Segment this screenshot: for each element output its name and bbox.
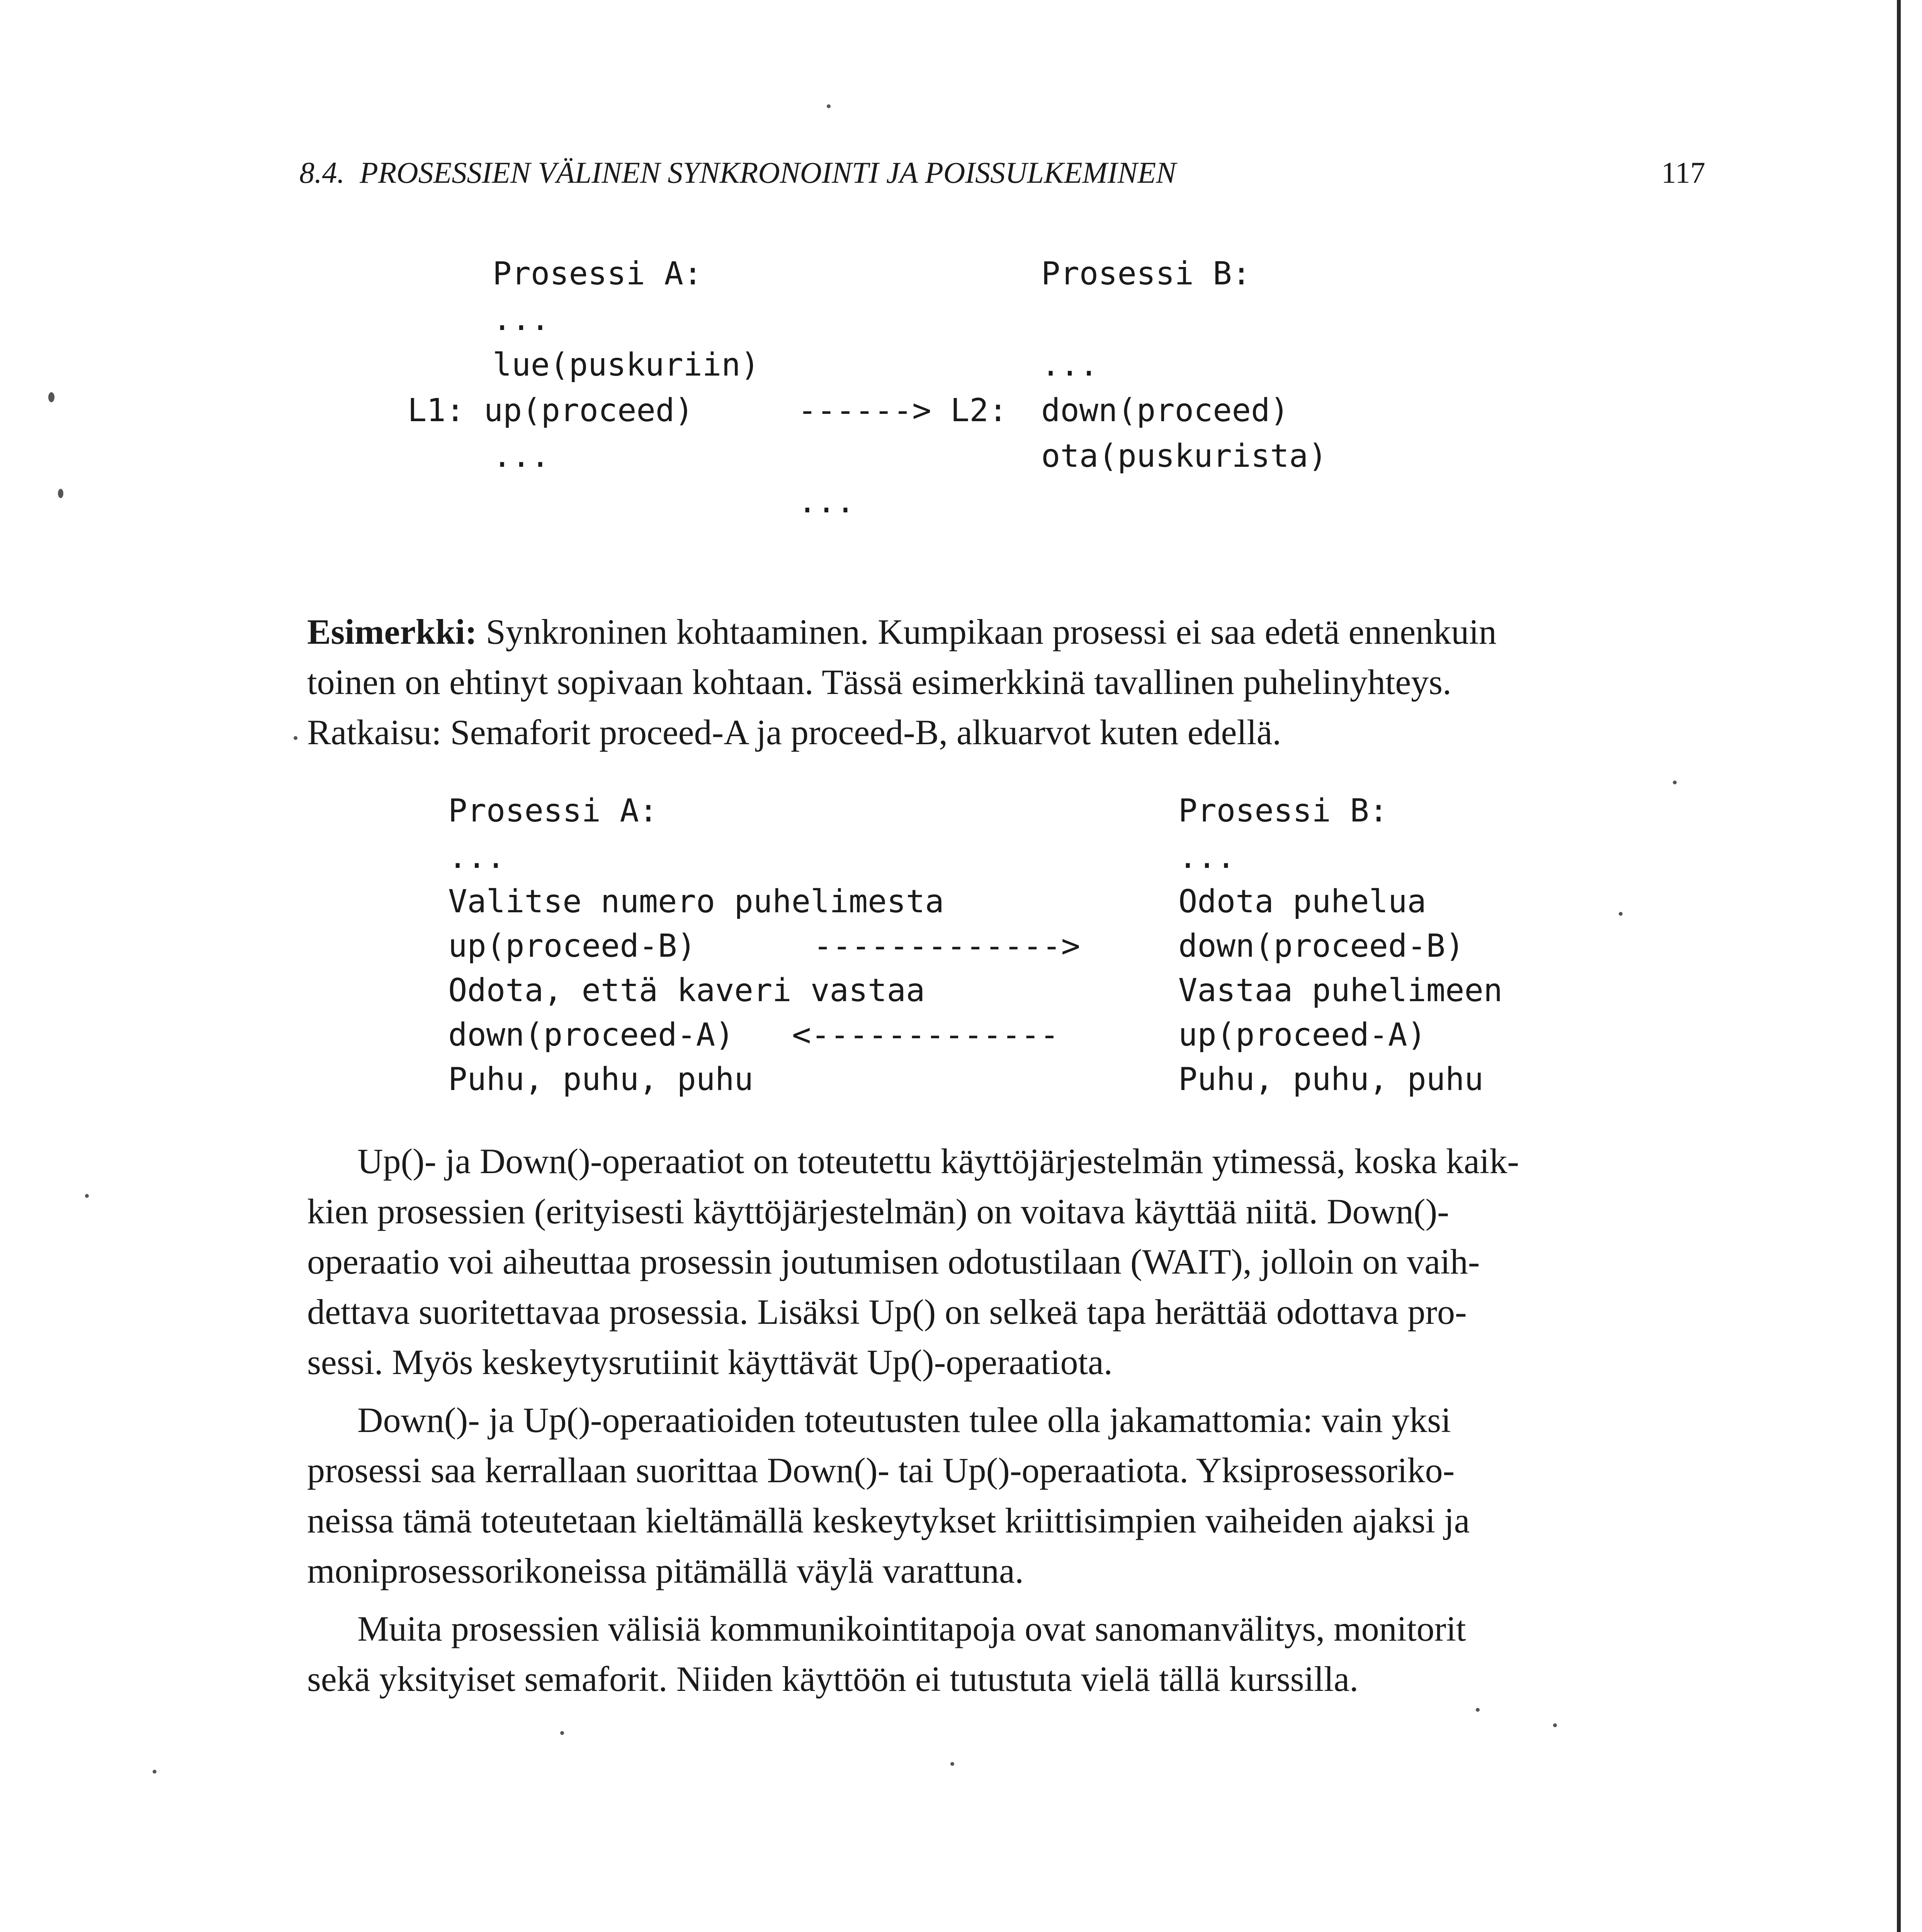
code2-b-line: Puhu, puhu, puhu bbox=[1178, 1061, 1484, 1098]
running-header-title: 8.4. PROSESSIEN VÄLINEN SYNKRONOINTI JA POISSULKEMINEN bbox=[299, 156, 1176, 189]
paragraph-line: sekä yksityiset semaforit. Niiden käyttöön ei tutustuta vielä tällä kurssilla. bbox=[307, 1659, 1359, 1699]
code2-arrow-left: <------------- bbox=[792, 1017, 1059, 1053]
paragraph-line: neissa tämä toteutetaan kieltämällä keskeytykset kriittisimpien vaiheiden ajaksi ja bbox=[307, 1501, 1470, 1540]
scan-speck bbox=[1476, 1708, 1480, 1712]
code2-a-line: ... bbox=[448, 839, 506, 876]
paragraph-line: Down()- ja Up()-operaatioiden toteutusten tulee olla jakamattomia: vain yksi bbox=[357, 1400, 1451, 1440]
scan-speck bbox=[560, 1731, 564, 1735]
code1-col-a-header: Prosessi A: bbox=[493, 255, 703, 292]
code2-a-line: Puhu, puhu, puhu bbox=[448, 1061, 753, 1098]
scan-speck bbox=[827, 104, 831, 108]
example-paragraph bbox=[307, 607, 1698, 757]
example-line bbox=[307, 607, 1698, 657]
code2-a-line: Odota, että kaveri vastaa bbox=[448, 972, 925, 1009]
code2-a-line: Valitse numero puhelimesta bbox=[448, 883, 944, 920]
paragraph-line: sessi. Myös keskeytysrutiinit käyttävät Up()-operaatiota. bbox=[307, 1342, 1113, 1382]
code2-b-line: up(proceed-A) bbox=[1178, 1017, 1426, 1053]
body-paragraph-1 bbox=[307, 1136, 1698, 1387]
scan-speck bbox=[1673, 781, 1677, 784]
paragraph-line: kien prosessien (erityisesti käyttöjärjestelmän) on voitava käyttää niitä. Down()- bbox=[307, 1192, 1449, 1231]
code2-a-line: up(proceed-B) bbox=[448, 928, 696, 964]
page-edge-border bbox=[1897, 0, 1901, 1932]
paragraph-line: dettava suoritettavaa prosessia. Lisäksi Up() on selkeä tapa herättää odottava pro- bbox=[307, 1292, 1467, 1332]
code1-bottom-dots: ... bbox=[798, 483, 855, 520]
paragraph-line: moniprosessorikoneissa pitämällä väylä varattuna. bbox=[307, 1551, 1024, 1590]
code2-col-a-header: Prosessi A: bbox=[448, 793, 658, 829]
scan-speck bbox=[85, 1194, 89, 1198]
code1-b-line: ... bbox=[1041, 347, 1099, 383]
code1-a-line: ... bbox=[493, 438, 550, 474]
code2-col-b-header: Prosessi B: bbox=[1178, 793, 1388, 829]
scan-speck bbox=[58, 489, 63, 498]
paragraph-line: Up()- ja Down()-operaatiot on toteutettu käyttöjärjestelmän ytimessä, koska kaik- bbox=[357, 1141, 1519, 1181]
code1-b-line: down(proceed) bbox=[1041, 392, 1289, 429]
code1-col-b-header: Prosessi B: bbox=[1041, 255, 1251, 292]
code2-b-line: ... bbox=[1178, 839, 1236, 876]
example-label: Esimerkki: bbox=[307, 612, 477, 651]
scan-speck bbox=[950, 1762, 954, 1766]
code1-a-line: lue(puskuriin) bbox=[493, 347, 760, 383]
scan-speck bbox=[294, 736, 297, 740]
code1-a-line: ... bbox=[493, 301, 550, 338]
code1-a-line: L1: up(proceed) bbox=[408, 392, 694, 429]
paragraph-line: Muita prosessien välisiä kommunikointitapoja ovat sanomanvälitys, monitorit bbox=[357, 1609, 1466, 1648]
code1-arrow: ------> L2: bbox=[798, 392, 1008, 429]
code2-b-line: down(proceed-B) bbox=[1178, 928, 1465, 964]
code2-b-line: Vastaa puhelimeen bbox=[1178, 972, 1503, 1009]
paragraph-line: prosessi saa kerrallaan suorittaa Down()- tai Up()-operaatiota. Yksiprosessoriko- bbox=[307, 1451, 1455, 1490]
code2-arrow-right: -------------> bbox=[813, 928, 1081, 964]
code2-a-line: down(proceed-A) bbox=[448, 1017, 734, 1053]
code2-b-line: Odota puhelua bbox=[1178, 883, 1426, 920]
page-number: 117 bbox=[1661, 156, 1706, 189]
example-line: toinen on ehtinyt sopivaan kohtaan. Tässä esimerkkinä tavallinen puhelinyhteys. bbox=[307, 662, 1452, 702]
scan-speck bbox=[153, 1770, 156, 1774]
scan-speck bbox=[1619, 912, 1623, 916]
example-line-text: Synkroninen kohtaaminen. Kumpikaan prosessi ei saa edetä ennenkuin bbox=[486, 612, 1497, 651]
example-line: Ratkaisu: Semaforit proceed-A ja proceed-B, alkuarvot kuten edellä. bbox=[307, 713, 1281, 752]
code1-b-line: ota(puskurista) bbox=[1041, 438, 1327, 474]
paragraph-line: operaatio voi aiheuttaa prosessin joutumisen odotustilaan (WAIT), jolloin on vaih- bbox=[307, 1242, 1480, 1281]
body-paragraph-2 bbox=[307, 1395, 1698, 1596]
scan-speck bbox=[48, 392, 54, 402]
scan-speck bbox=[1553, 1723, 1557, 1727]
body-paragraph-3 bbox=[307, 1604, 1698, 1704]
